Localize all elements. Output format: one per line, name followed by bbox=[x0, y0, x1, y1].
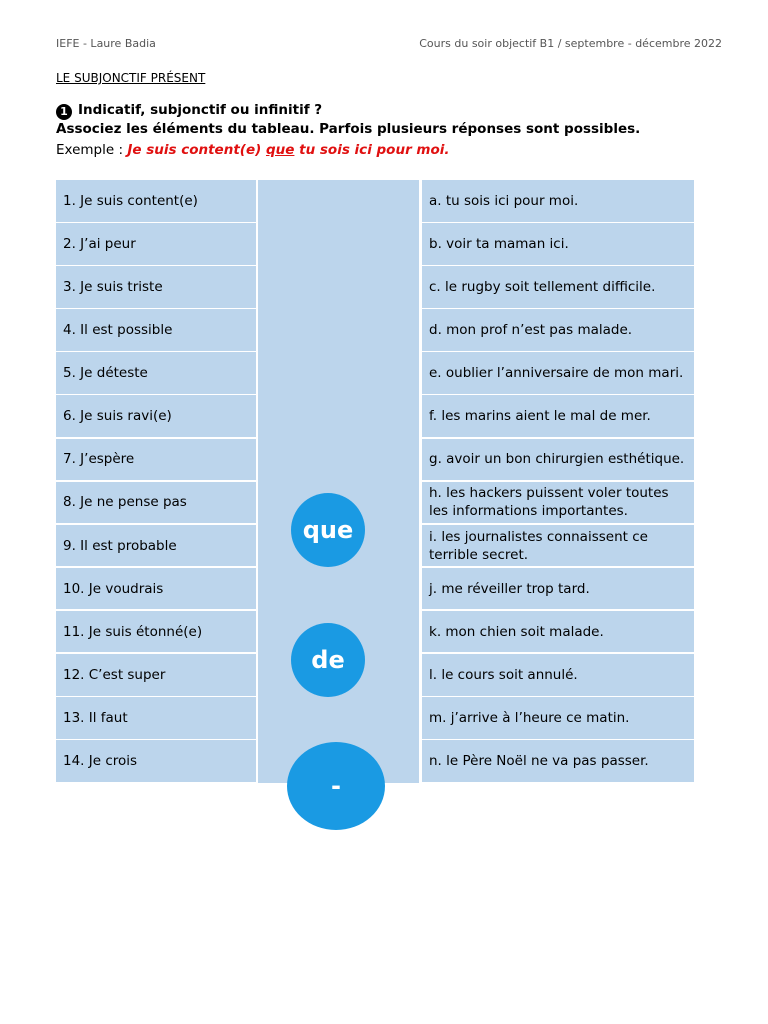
instruction-line-1: Indicatif, subjonctif ou infinitif ? bbox=[78, 102, 323, 118]
example-sentence bbox=[127, 142, 449, 158]
sentence-end-7: g. avoir un bon chirurgien esthétique. bbox=[422, 439, 694, 481]
sentence-end-12: l. le cours soit annulé. bbox=[422, 654, 694, 696]
sentence-end-2: b. voir ta maman ici. bbox=[422, 223, 694, 265]
page-title: LE SUBJONCTIF PRÉSENT bbox=[56, 71, 206, 85]
sentence-end-6: f. les marins aient le mal de mer. bbox=[422, 395, 694, 437]
instruction-line-2: Associez les éléments du tableau. Parfois plusieurs réponses sont possibles. bbox=[56, 121, 641, 137]
header-course: Cours du soir objectif B1 / septembre - décembre 2022 bbox=[419, 37, 722, 50]
sentence-end-10: j. me réveiller trop tard. bbox=[422, 568, 694, 610]
connector-que-circle: que bbox=[291, 493, 365, 567]
sentence-start-10: 10. Je voudrais bbox=[56, 568, 256, 610]
sentence-end-1: a. tu sois ici pour moi. bbox=[422, 180, 694, 222]
example bbox=[56, 141, 450, 160]
connector-none-circle: - bbox=[287, 742, 385, 830]
sentence-end-9: i. les journalistes connaissent ce terrible secret. bbox=[422, 525, 694, 567]
example-label: Exemple : bbox=[56, 142, 124, 158]
example-connector: que bbox=[265, 142, 295, 158]
sentence-start-14: 14. Je crois bbox=[56, 740, 256, 782]
instruction bbox=[56, 101, 640, 139]
sentence-end-8: h. les hackers puissent voler toutes les informations importantes. bbox=[422, 482, 694, 524]
sentence-start-4: 4. Il est possible bbox=[56, 309, 256, 351]
sentence-end-14: n. le Père Noël ne va pas passer. bbox=[422, 740, 694, 782]
sentence-end-13: m. j’arrive à l’heure ce matin. bbox=[422, 697, 694, 739]
sentence-start-6: 6. Je suis ravi(e) bbox=[56, 395, 256, 437]
sentence-start-2: 2. J’ai peur bbox=[56, 223, 256, 265]
sentence-start-13: 13. Il faut bbox=[56, 697, 256, 739]
example-part-2: tu sois ici pour moi. bbox=[294, 142, 450, 158]
sentence-start-5: 5. Je déteste bbox=[56, 352, 256, 394]
sentence-end-5: e. oublier l’anniversaire de mon mari. bbox=[422, 352, 694, 394]
sentence-start-1: 1. Je suis content(e) bbox=[56, 180, 256, 222]
sentence-start-11: 11. Je suis étonné(e) bbox=[56, 611, 256, 653]
example-part-1: Je suis content(e) bbox=[127, 142, 266, 158]
right-column bbox=[422, 180, 694, 783]
exercise-number-badge: 1 bbox=[56, 104, 72, 120]
left-column bbox=[56, 180, 256, 783]
sentence-end-3: c. le rugby soit tellement difficile. bbox=[422, 266, 694, 308]
sentence-start-8: 8. Je ne pense pas bbox=[56, 482, 256, 524]
matching-table bbox=[56, 180, 694, 800]
sentence-end-4: d. mon prof n’est pas malade. bbox=[422, 309, 694, 351]
sentence-start-9: 9. Il est probable bbox=[56, 525, 256, 567]
sentence-start-7: 7. J’espère bbox=[56, 439, 256, 481]
header-author: IEFE - Laure Badia bbox=[56, 37, 156, 50]
connector-de-circle: de bbox=[291, 623, 365, 697]
sentence-end-11: k. mon chien soit malade. bbox=[422, 611, 694, 653]
sentence-start-12: 12. C’est super bbox=[56, 654, 256, 696]
sentence-start-3: 3. Je suis triste bbox=[56, 266, 256, 308]
